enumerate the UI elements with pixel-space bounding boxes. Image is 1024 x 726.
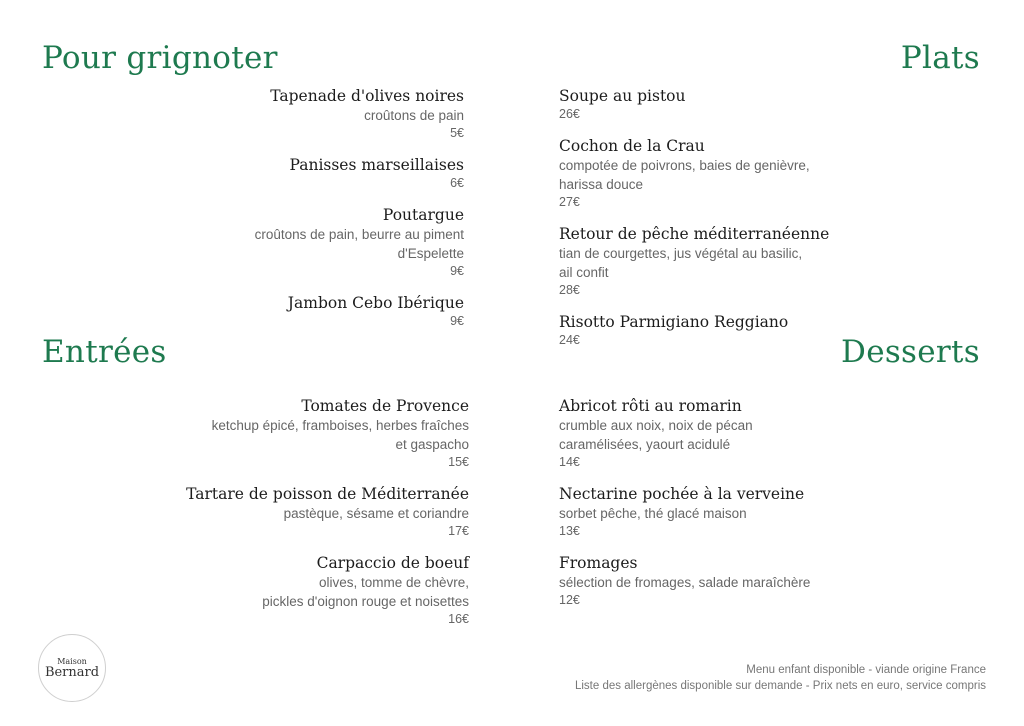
- menu-item-price: 12€: [559, 593, 580, 607]
- menu-item: [559, 312, 939, 348]
- menu-item-price: 24€: [559, 333, 580, 347]
- menu-item-description: tian de courgettes, jus végétal au basilic,: [559, 246, 803, 261]
- menu-item: [129, 484, 469, 539]
- menu-item-name: Risotto Parmigiano Reggiano: [559, 313, 789, 331]
- menu-item-price: 26€: [559, 107, 580, 121]
- menu-list-desserts: [559, 396, 939, 622]
- menu-item-name: Tapenade d'olives noires: [270, 87, 464, 105]
- menu-item: [124, 205, 464, 279]
- section-title-entrees: Entrées: [42, 334, 167, 370]
- menu-item-price: 15€: [448, 455, 469, 469]
- menu-item: [559, 396, 939, 470]
- menu-item: [124, 293, 464, 329]
- maison-bernard-logo: [38, 634, 106, 702]
- menu-list-grignoter: [124, 86, 464, 343]
- menu-item-description: harissa douce: [559, 177, 644, 192]
- menu-item-name: Cochon de la Crau: [559, 137, 705, 155]
- menu-list-entrees: [129, 396, 469, 641]
- menu-item-price: 27€: [559, 195, 580, 209]
- menu-item-price: 16€: [448, 612, 469, 626]
- menu-item: [124, 86, 464, 141]
- menu-item: [559, 136, 939, 210]
- menu-item-name: Poutargue: [382, 206, 464, 224]
- menu-item-description: sorbet pêche, thé glacé maison: [559, 506, 747, 521]
- menu-item-price: 14€: [559, 455, 580, 469]
- logo-line-1: Maison: [57, 656, 87, 666]
- menu-item-description: olives, tomme de chèvre,: [318, 575, 469, 590]
- menu-item-description: pickles d'oignon rouge et noisettes: [262, 594, 469, 609]
- menu-item-price: 28€: [559, 283, 580, 297]
- menu-item-price: 5€: [450, 126, 464, 140]
- footer-line-1: Menu enfant disponible - viande origine France: [746, 664, 986, 676]
- menu-item-price: 17€: [448, 524, 469, 538]
- menu-item-description: caramélisées, yaourt acidulé: [559, 437, 731, 452]
- menu-item-name: Nectarine pochée à la verveine: [559, 485, 805, 503]
- menu-item-description: croûtons de pain, beurre au piment: [254, 227, 464, 242]
- menu-item: [559, 553, 939, 608]
- menu-item-description: crumble aux noix, noix de pécan: [559, 418, 753, 433]
- menu-item-name: Fromages: [559, 554, 638, 572]
- menu-item-name: Retour de pêche méditerranéenne: [559, 225, 830, 243]
- menu-item-description: sélection de fromages, salade maraîchère: [559, 575, 811, 590]
- menu-item-name: Panisses marseillaises: [289, 156, 464, 174]
- menu-item-price: 6€: [450, 176, 464, 190]
- menu-item-description: d'Espelette: [397, 246, 464, 261]
- menu-item-name: Tartare de poisson de Méditerranée: [186, 485, 469, 503]
- menu-item-description: ketchup épicé, framboises, herbes fraîches: [211, 418, 469, 433]
- section-title-plats: Plats: [900, 40, 980, 76]
- menu-item-description: ail confit: [559, 265, 609, 280]
- logo-line-2: Bernard: [44, 664, 100, 680]
- menu-item: [129, 396, 469, 470]
- menu-item: [129, 553, 469, 627]
- footer-notes: [575, 662, 986, 694]
- menu-item-price: 9€: [450, 264, 464, 278]
- menu-item-name: Soupe au pistou: [559, 87, 686, 105]
- menu-item-description: croûtons de pain: [364, 108, 464, 123]
- menu-item-name: Tomates de Provence: [301, 397, 469, 415]
- menu-item-description: pastèque, sésame et coriandre: [283, 506, 469, 521]
- menu-item-name: Carpaccio de boeuf: [316, 554, 469, 572]
- menu-list-plats: [559, 86, 939, 362]
- menu-item: [559, 224, 939, 298]
- menu-item-description: compotée de poivrons, baies de genièvre,: [559, 158, 810, 173]
- menu-item-name: Jambon Cebo Ibérique: [287, 294, 464, 312]
- menu-item-description: et gaspacho: [395, 437, 469, 452]
- section-title-grignoter: Pour grignoter: [42, 40, 278, 76]
- menu-item: [124, 155, 464, 191]
- menu-item: [559, 86, 939, 122]
- menu-item-name: Abricot rôti au romarin: [559, 397, 742, 415]
- menu-item-price: 13€: [559, 524, 580, 538]
- menu-item-price: 9€: [450, 314, 464, 328]
- section-title-desserts: Desserts: [841, 334, 980, 370]
- menu-item: [559, 484, 939, 539]
- footer-line-2: Liste des allergènes disponible sur demande - Prix nets en euro, service compris: [574, 680, 986, 692]
